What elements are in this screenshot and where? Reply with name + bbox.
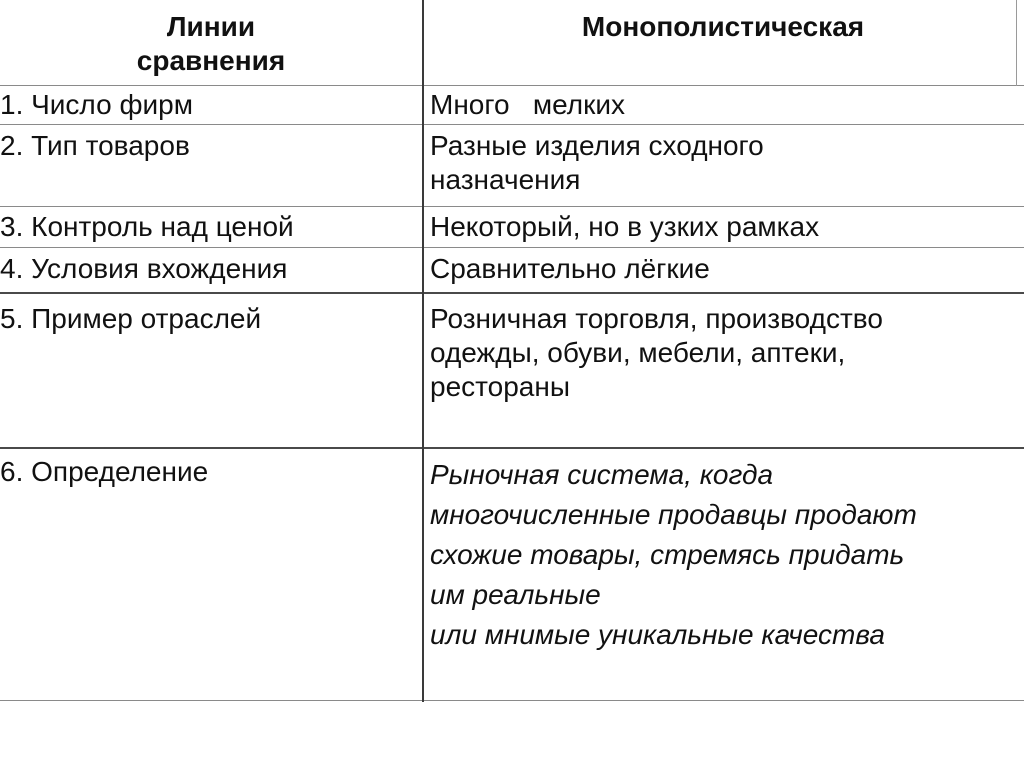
header-criteria-line: сравнения (136, 45, 286, 76)
row-6-value-line: схожие товары, стремясь придать (430, 539, 905, 570)
header-monopolistic (430, 10, 1016, 44)
row-4-criterion: 4. Условия вхождения (0, 253, 288, 284)
row-2-criterion: 2. Тип товаров (0, 130, 190, 161)
row-1-value (430, 88, 625, 122)
row-3-value-line: Некоторый, но в узких рамках (430, 211, 820, 242)
row-4-value-line: Сравнительно лёгкие (430, 253, 710, 284)
row-5-criterion: 5. Пример отраслей (0, 303, 262, 334)
row-divider (0, 206, 1024, 207)
row-3-criterion: 3. Контроль над ценой (0, 211, 294, 242)
row-divider (0, 292, 1024, 294)
row-1-criterion: 1. Число фирм (0, 89, 193, 120)
row-2-value (430, 129, 764, 197)
column-divider (1016, 0, 1017, 86)
row-5-value-line: рестораны (430, 371, 570, 402)
row-6-value-line: или мнимые уникальные качества (430, 619, 885, 650)
row-5-value-line: одежды, обуви, мебели, аптеки, (430, 337, 846, 368)
row-5-value (430, 302, 883, 404)
row-divider (0, 700, 1024, 701)
column-divider (422, 0, 424, 702)
row-6-value-line: им реальные (430, 579, 601, 610)
row-divider (0, 447, 1024, 449)
row-2-value-line: назначения (430, 164, 581, 195)
row-divider (0, 247, 1024, 248)
row-5-value-line: Розничная торговля, производство (430, 303, 883, 334)
row-divider (0, 124, 1024, 125)
header-criteria (0, 10, 422, 78)
row-divider (0, 85, 1024, 86)
row-6-criterion: 6. Определение (0, 456, 209, 487)
row-4-value (430, 252, 710, 286)
row-6-value-line: Рыночная система, когда (430, 459, 774, 490)
row-6-value-line: многочисленные продавцы продают (430, 499, 917, 530)
header-monopolistic-line: Монополистическая (581, 11, 865, 42)
row-6-value (430, 455, 917, 655)
row-3-value (430, 210, 819, 244)
header-criteria-line: Линии (166, 11, 256, 42)
row-2-value-line: Разные изделия сходного (430, 130, 764, 161)
row-1-value-line: Много мелких (430, 89, 625, 120)
